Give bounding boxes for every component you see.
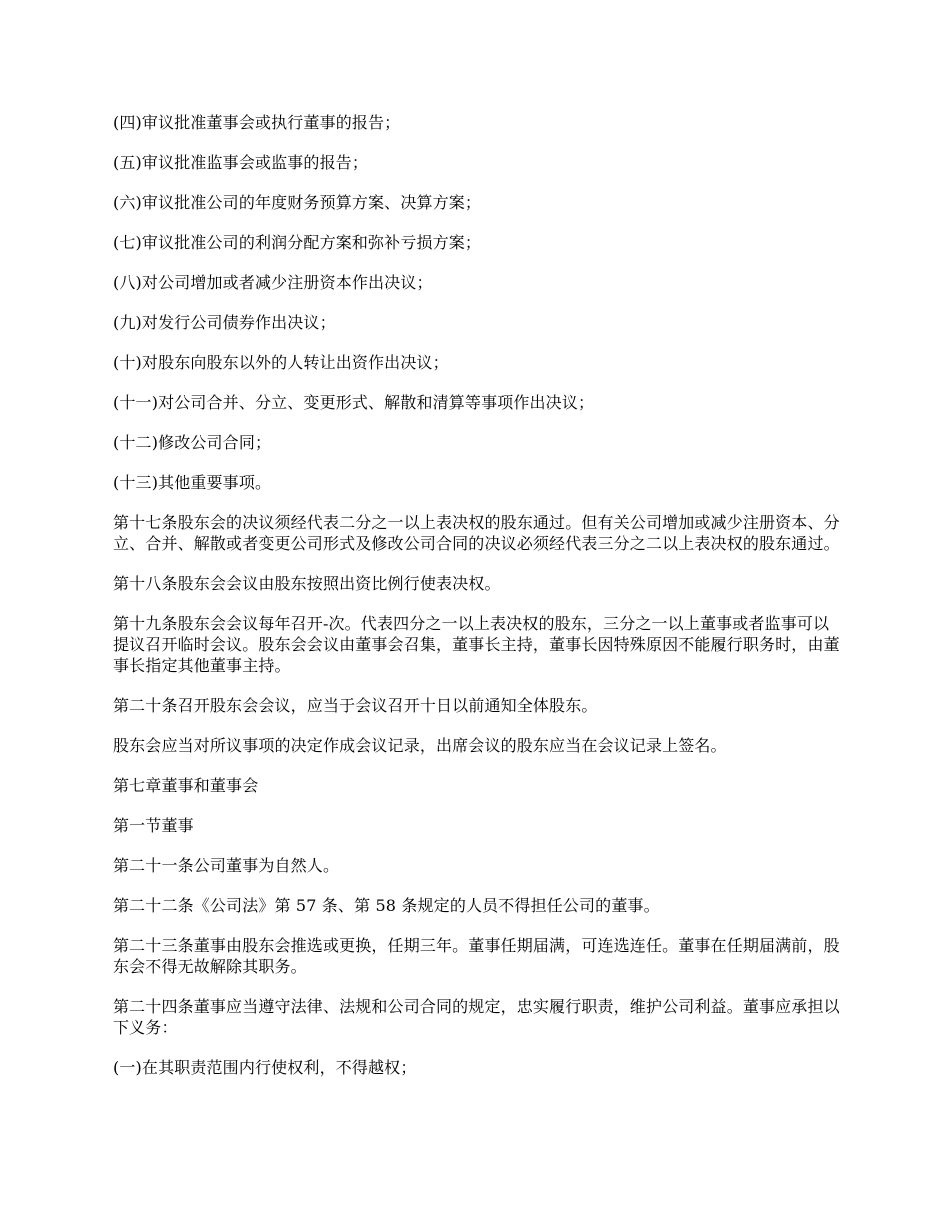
article-20: 第二十条召开股东会会议，应当于会议召开十日以前通知全体股东。 (113, 696, 598, 715)
section-1-heading: 第一节董事 (113, 816, 194, 835)
meeting-minutes-paragraph: 股东会应当对所议事项的决定作成会议记录，出席会议的股东应当在会议记录上签名。 (113, 736, 727, 755)
article-18: 第十八条股东会会议由股东按照出资比例行使表决权。 (113, 574, 501, 593)
list-item-amend-contract: (十二)修改公司合同； (113, 433, 272, 452)
list-item-review-budget: (六)审议批准公司的年度财务预算方案、决算方案； (113, 193, 482, 212)
list-item-duty-1: (一)在其职责范围内行使权利，不得越权； (113, 1058, 417, 1077)
list-item-review-board-report: (四)审议批准董事会或执行董事的报告； (113, 113, 401, 132)
chapter-7-heading: 第七章董事和董事会 (113, 776, 259, 795)
article-21: 第二十一条公司董事为自然人。 (113, 856, 340, 875)
list-item-review-supervisor-report: (五)审议批准监事会或监事的报告； (113, 153, 369, 172)
document-page (113, 112, 843, 1097)
list-item-equity-transfer: (十)对股东向股东以外的人转让出资作出决议； (113, 353, 449, 372)
list-item-capital-change: (八)对公司增加或者减少注册资本作出决议； (113, 273, 433, 292)
list-item-merger-dissolution: (十一)对公司合并、分立、变更形式、解散和清算等事项作出决议； (113, 393, 595, 412)
article-24: 第二十四条董事应当遵守法律、法规和公司合同的规定，忠实履行职责，维护公司利益。董事应承担以下义务： (113, 997, 840, 1037)
article-23: 第二十三条董事由股东会推选或更换，任期三年。董事任期届满，可连选连任。董事在任期届满前，股东会不得无故解除其职务。 (113, 936, 840, 976)
list-item-other-matters: (十三)其他重要事项。 (113, 473, 272, 492)
article-19: 第十九条股东会会议每年召开-次。代表四分之一以上表决权的股东，三分之一以上董事或者监事可以提议召开临时会议。股东会会议由董事会召集，董事长主持，董事长因特殊原因不能履行职务时，由董事长指定其他董事主持。 (113, 614, 840, 675)
article-22: 第二十二条《公司法》第 57 条、第 58 条规定的人员不得担任公司的董事。 (113, 896, 660, 915)
list-item-review-profit-plan: (七)审议批准公司的利润分配方案和弥补亏损方案； (113, 233, 482, 252)
article-17: 第十七条股东会的决议须经代表二分之一以上表决权的股东通过。但有关公司增加或减少注册资本、分立、合并、解散或者变更公司形式及修改公司合同的决议必须经代表三分之二以上表决权的股东通过。 (113, 513, 840, 553)
list-item-bond-issue: (九)对发行公司债券作出决议； (113, 313, 336, 332)
